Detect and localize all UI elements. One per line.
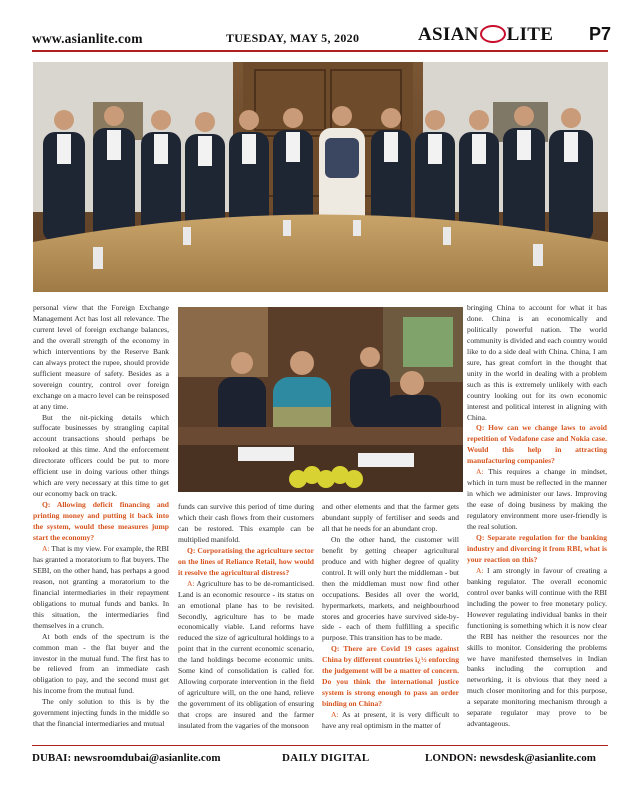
logo-text-left: ASIAN <box>418 24 479 45</box>
article-paragraph: At both ends of the spectrum is the common man - the flat buyer and the investor in the mutual fund. The first has to be relieved from an immediate cash obligation to pay, and the second must get his income from the mutual fund. <box>33 631 169 696</box>
logo-globe-icon <box>480 25 506 43</box>
answer-text: As at present, it is very difficult to have any real optimism in the matter of <box>322 710 459 731</box>
interview-question: Q: There are Covid 19 cases against China by different countries ï¿½ enforcing the judgement will be a matter of concern. Do you think the international justice system is strong enough to pass an order binding on China? <box>322 644 459 709</box>
interview-answer <box>467 467 607 533</box>
answer-text: I am strongly in favour of creating a banking regulator. The overall economic control over banks will continue with the RBI including the power to free monetary policy. However regulating individual banks in their functioning is something which it is now clear the RBI has neither the resources nor the skills to monitor. Considering the problems we have manifested themselves in Indian banks including the corruption and networking, it is obvious that they need a much closer monitoring and for this purpose, a separate monitoring mechanism through a separate regulator may prove to be advantageous. <box>467 565 607 729</box>
article-paragraph: On the other hand, the customer will benefit by getting cheaper agricultural produce and with higher degree of quality control. It will only hurt the middleman - but then the middleman must now find other occupations. Besides all over the world, hypermarkets, markets, and neighbourhood stores and groceries have survived side-by-side - each of them fulfilling a specific purpose. This transition has to be made. <box>322 534 459 643</box>
answer-label: A: <box>187 578 195 588</box>
interview-answer <box>467 566 607 730</box>
interview-answer <box>322 710 459 732</box>
article-paragraph: funds can survive this period of time during which their cash flows from their customers can be restored. This example can be multiplied manifold. <box>178 502 314 544</box>
interview-question: Q: Separate regulation for the banking industry and divorcing it from RBI, what is your reaction on this? <box>467 533 607 564</box>
footer-rule <box>32 745 608 746</box>
article-paragraph: and other elements and that the farmer gets abundant supply of fertiliser and seeds and all that he needs for an abundant crop. <box>322 502 459 533</box>
article-paragraph: The only solution to this is by the government injecting funds in the middle so that the financial intermediaries and mutual <box>33 697 169 729</box>
issue-date: TUESDAY, MAY 5, 2020 <box>226 31 360 45</box>
interview-question: Q: Corporatising the agriculture sector on the lines of Reliance Retail, how would it resolve the agricultural distress? <box>178 545 314 577</box>
footer-london-contact[interactable]: LONDON: newsdesk@asianlite.com <box>425 752 596 764</box>
answer-text: That is my view. For example, the RBI has granted a moratorium to flat buyers. The SEBI, on the other hand, has perhaps a good reason, not granting a moratorium to the financial intermediaries in their repayment obligations to mutual funds and banks. In this situation, the intermediaries find themselves in a crunch. <box>33 543 169 630</box>
article-column-4 <box>467 303 607 743</box>
page-number: P7 <box>589 24 612 44</box>
footer-edition: DAILY DIGITAL <box>282 752 370 764</box>
panel-meeting-photo <box>178 307 463 492</box>
brand-logo[interactable] <box>418 24 553 48</box>
article-column-3 <box>322 502 459 742</box>
page-footer <box>0 742 640 786</box>
article-column-1 <box>33 303 169 743</box>
answer-label: A: <box>331 710 339 720</box>
answer-label: A: <box>476 467 484 477</box>
site-url[interactable]: www.asianlite.com <box>32 31 143 46</box>
article-paragraph: bringing China to account for what it has done. China is an economically and politically powerful nation. The world community is divided and each country would like to do a side deal with China. China, I am sure, has great comfort in the thought that unity in the world in dealing with a problem such as this is extremely unlikely with each country looking out for its own economic interest and political interest in aligning with China. <box>467 303 608 422</box>
group-meeting-photo <box>33 62 608 292</box>
article-paragraph: personal view that the Foreign Exchange Management Act has lost all relevance. The current level of foreign exchange balances, and the overall strength of the economy in which interventions by the Reserve Bank can always protect the rupee, should provide sufficient measure of safety. Besides as a sovereign country, control over foreign exchange on a macro level can be reinsposed at any time. <box>33 303 169 411</box>
answer-label: A: <box>42 543 50 553</box>
article-paragraph: But the nit-picking details which suffocate businesses by strangling capital account transactions should perhaps be relooked at this time. And the enforcement directorate officers could be put to more efficient use in doing various other things which are very necessary at this time to get our economy back on track. <box>33 412 169 499</box>
interview-question: Q: Allowing deficit financing and printing money and putting it back into the system, would these measures jump start the economy? <box>33 500 169 543</box>
header-rule <box>32 50 608 52</box>
interview-answer <box>178 579 314 732</box>
footer-dubai-contact[interactable]: DUBAI: newsroomdubai@asianlite.com <box>32 752 221 764</box>
answer-text: Agriculture has to be de-romanticised. Land is an economic resource - its status on an emotional plane has to be revisited. Secondly, agriculture has to be made economically viable. Land reforms have reduced the size of agricultural holdings to a point that in the current economic scenario, the land holdings become economic units. Some kind of consolidation is called for. Allowing corporate intervention in the field of agriculture will, on the one hand, relieve the government of its obligation of ensuring that crops are insured and the farmer insulated from the vagaries of the monsoon <box>178 578 314 731</box>
answer-label: A: <box>476 565 484 575</box>
logo-text-right: LITE <box>506 24 554 45</box>
interview-answer <box>33 544 169 632</box>
masthead <box>0 0 640 50</box>
interview-question: Q: How can we change laws to avoid repetition of Vodafone case and Nokia case. Would this help in attracting manufacturing companies? <box>467 423 607 466</box>
answer-text: This requires a change in mindset, which in turn must be reflected in the manner in which we administer our laws. Improving the ease of doing business by making the regulatory environment more user-friendly is the real solution. <box>467 467 607 532</box>
article-column-2 <box>178 502 314 742</box>
